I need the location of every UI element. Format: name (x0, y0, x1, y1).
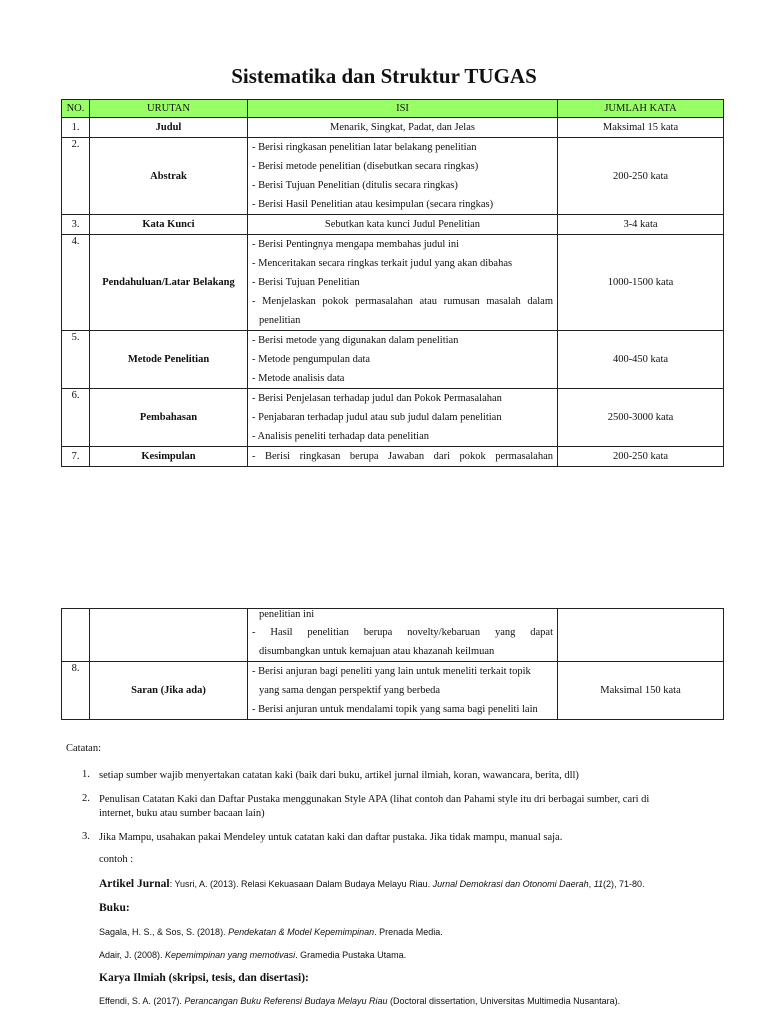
header-urutan: URUTAN (90, 100, 248, 118)
buku-reference (99, 950, 699, 960)
row-section: Pembahasan (90, 389, 248, 447)
content-line: penelitian ini (259, 609, 315, 620)
row-number: 5. (62, 331, 90, 389)
row-content (248, 447, 558, 467)
artikel-volume: 11 (593, 879, 604, 889)
row-section: Kata Kunci (90, 215, 248, 235)
table-row (62, 215, 724, 235)
page-title: Sistematika dan Struktur TUGAS (231, 64, 537, 88)
table-row (62, 662, 724, 720)
note-text: Penulisan Catatan Kaki dan Daftar Pustaka menggunakan Style APA (lihat contoh dan Pahami style itu dri berbagai sumber, cari di internet, buku atau sumber bacaan lain) (99, 794, 650, 819)
content-line: - Metode pengumpulan data (252, 354, 371, 365)
row-content: Menarik, Singkat, Padat, dan Jelas (248, 118, 558, 138)
row-content (248, 138, 558, 215)
row-word-count: Maksimal 150 kata (558, 662, 724, 720)
note-text: Jika Mampu, usahakan pakai Mendeley untuk catatan kaki dan daftar pustaka. Jika tidak mampu, manual saja. (99, 832, 563, 843)
row-word-count: 200-250 kata (558, 138, 724, 215)
row-word-count: 1000-1500 kata (558, 235, 724, 331)
header-no: NO. (62, 100, 90, 118)
content-line: - Berisi anjuran untuk mendalami topik yang sama bagi peneliti lain (252, 704, 538, 715)
row-number: 3. (62, 215, 90, 235)
content-line: - Analisis peneliti terhadap data penelitian (252, 431, 429, 442)
row-word-count-empty (558, 609, 724, 662)
note-number: 3. (82, 831, 90, 842)
row-section: Metode Penelitian (90, 331, 248, 389)
content-line: - Menceritakan secara ringkas terkait judul yang akan dibahas (252, 258, 513, 269)
notes-heading: Catatan: (66, 743, 101, 754)
karya-ilmiah-label: Karya Ilmiah (skripsi, tesis, dan disertasi): (99, 972, 309, 984)
row-number: 1. (62, 118, 90, 138)
table-row (62, 609, 724, 662)
content-line: - Berisi Pentingnya mengapa membahas judul ini (252, 239, 460, 250)
table-row (62, 138, 724, 215)
content-line: - Berisi Penjelasan terhadap judul dan Pokok Permasalahan (252, 393, 502, 404)
row-content (248, 235, 558, 331)
row-number: 6. (62, 389, 90, 447)
buku-label: Buku: (99, 902, 130, 914)
content-line: yang sama dengan perspektif yang berbeda (259, 685, 441, 696)
row-number: 7. (62, 447, 90, 467)
artikel-label: Artikel Jurnal (99, 878, 170, 890)
row-content (248, 389, 558, 447)
row-section: Pendahuluan/Latar Belakang (90, 235, 248, 331)
content-line: - Berisi Tujuan Penelitian (252, 277, 360, 288)
buku-reference (99, 927, 699, 937)
artikel-ref-text: : Yusri, A. (2013). Relasi Kekuasaan Dalam Budaya Melayu Riau. (169, 879, 433, 889)
row-section: Saran (Jika ada) (90, 662, 248, 720)
note-text: setiap sumber wajib menyertakan catatan kaki (baik dari buku, artikel jurnal ilmiah, koran, wawancara, berita, dll) (99, 770, 579, 781)
row-number: 8. (62, 662, 90, 720)
content-line: disumbangkan untuk kemajuan atau khazanah keilmuan (259, 646, 495, 657)
row-word-count: 2500-3000 kata (558, 389, 724, 447)
artikel-sep: , (588, 879, 594, 889)
content-line: - Berisi Hasil Penelitian atau kesimpulan (secara ringkas) (252, 199, 494, 210)
note-number: 2. (82, 793, 90, 804)
structure-table-continued (61, 608, 724, 720)
table-row (62, 389, 724, 447)
row-content (248, 609, 558, 662)
row-section: Judul (90, 118, 248, 138)
buku2-author: Adair, J. (2008). (99, 950, 166, 960)
header-jumlah-kata: JUMLAH KATA (558, 100, 724, 118)
content-line: - Berisi ringkasan penelitian latar belakang penelitian (252, 142, 477, 153)
row-number: 2. (62, 138, 90, 215)
table-row (62, 447, 724, 467)
content-line: - Hasil penelitian berupa novelty/kebaruan yang dapat (252, 627, 553, 638)
header-isi: ISI (248, 100, 558, 118)
contoh-label: contoh : (99, 854, 134, 865)
buku1-publisher: . Prenada Media. (374, 927, 443, 937)
content-line: - Berisi ringkasan berupa Jawaban dari pokok permasalahan (252, 451, 553, 462)
buku1-title: Pendekatan & Model Kepemimpinan (228, 927, 375, 937)
buku2-publisher: . Gramedia Pustaka Utama. (295, 950, 407, 960)
row-word-count: 3-4 kata (558, 215, 724, 235)
karya-details: (Doctoral dissertation, Universitas Multimedia Nusantara). (387, 996, 621, 1006)
row-content (248, 662, 558, 720)
karya-ilmiah-reference (99, 996, 699, 1006)
structure-table (61, 99, 724, 467)
content-line: - Penjabaran terhadap judul atau sub judul dalam penelitian (252, 412, 502, 423)
buku1-author: Sagala, H. S., & Sos, S. (2018). (99, 927, 229, 937)
row-section: Kesimpulan (90, 447, 248, 467)
karya-author: Effendi, S. A. (2017). (99, 996, 185, 1006)
content-line: - Metode analisis data (252, 373, 345, 384)
content-line: - Berisi metode yang digunakan dalam penelitian (252, 335, 459, 346)
row-word-count: 400-450 kata (558, 331, 724, 389)
row-number: 4. (62, 235, 90, 331)
artikel-journal: Jurnal Demokrasi dan Otonomi Daerah (432, 879, 589, 889)
buku2-title: Kepemimpinan yang memotivasi (165, 950, 296, 960)
content-line: - Berisi anjuran bagi peneliti yang lain untuk meneliti terkait topik (252, 666, 531, 677)
row-content: Sebutkan kata kunci Judul Penelitian (248, 215, 558, 235)
artikel-pages: (2), 71-80. (603, 879, 645, 889)
row-word-count: 200-250 kata (558, 447, 724, 467)
content-line: - Berisi metode penelitian (disebutkan secara ringkas) (252, 161, 479, 172)
row-content (248, 331, 558, 389)
karya-title: Perancangan Buku Referensi Budaya Melayu Riau (184, 996, 388, 1006)
table-row (62, 118, 724, 138)
note-number: 1. (82, 769, 90, 780)
row-number-empty (62, 609, 90, 662)
content-line: - Menjelaskan pokok permasalahan atau rumusan masalah dalam (252, 296, 553, 307)
row-section: Abstrak (90, 138, 248, 215)
table-header-row (62, 100, 724, 118)
row-section-empty (90, 609, 248, 662)
row-word-count: Maksimal 15 kata (558, 118, 724, 138)
table-row (62, 235, 724, 331)
table-row (62, 331, 724, 389)
content-line: penelitian (259, 315, 301, 326)
artikel-reference (99, 878, 699, 890)
content-line: - Berisi Tujuan Penelitian (ditulis secara ringkas) (252, 180, 458, 191)
